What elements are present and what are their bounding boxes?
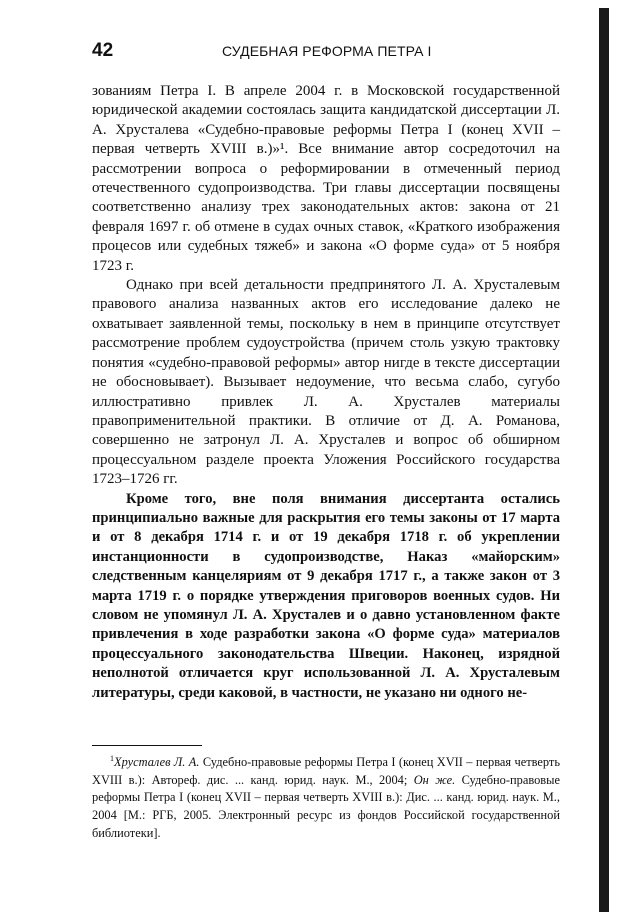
footnote-author-1: Хрусталев Л. А. (114, 755, 200, 770)
page-header (92, 30, 562, 60)
footnote-marker: 1 (110, 754, 114, 763)
paragraph-2: Однако при всей детальности предпринятого Л. А. Хрусталевым правового анализа названных актов его исследование далеко не охватывает заявленной темы, поскольку в нем в принципе отсутствует рассмотрение проблем судоустройства (причем столь узкую трактовку понятия «судебно-правовой реформы» автор нигде в тексте диссертации не обосновывает). Вызывает недоумение, что весьма слабо, сугубо иллюстративно привлек Л. А. Хрусталев материалы правоприменительной практики. В отличие от Д. А. Романова, совершенно не затронул Л. А. Хрусталев и вопрос об обширном процессуальном разделе проекта Уложения Российского государства 1723–1726 гг. (92, 277, 560, 488)
paragraph-3: Кроме того, вне поля внимания диссертанта остались принципиально важные для раскрытия его темы законы от 17 марта и от 8 декабря 1714 г. и от 19 декабря 1718 г. об укреплении инстанционности в судопроизводстве, Наказ «майорским» следственным канцеляриям от 9 декабря 1717 г., а также закон от 3 марта 1719 г. о порядке утверждения приговоров военных судов. Ни словом не упомянул Л. А. Хрусталев и о давно установленном факте привлечения в ходе разработки закона «О форме суда» материалов процессуального законодательства Швеции. Наконец, изрядной неполнотой отличается круг использованной Л. А. Хрусталевым литературы, среди каковой, в частности, не указано ни одного не- (92, 490, 560, 701)
footnote-entry (92, 750, 560, 842)
running-title: СУДЕБНАЯ РЕФОРМА ПЕТРА I (222, 43, 432, 59)
footnote (92, 750, 560, 842)
footnote-divider (92, 745, 202, 746)
page-number: 42 (92, 40, 114, 61)
footnote-text-1: Судебно-правовые реформы Петра I (конец XVII – первая четверть XVIII в.): Автореф. дис. ... канд. юрид. наук. М., 2004; (92, 755, 560, 787)
body-text (92, 82, 560, 703)
page-edge-shadow (599, 8, 609, 912)
paragraph-1: зованиям Петра I. В апреле 2004 г. в Московской государственной юридической академии состоялась защита кандидатской диссертации Л. А. Хрусталева «Судебно-правовые реформы Петра I (конец XVII – первая четверть XVIII в.)»¹. Все внимание автор сосредоточил на рассмотрении вопроса о реформировании в отмеченный период отечественного судопроизводства. Три главы диссертации посвящены соответственно анализу трех законодательных актов: закона от 21 февраля 1697 г. об отмене в судах очных ставок, «Краткого изображения процесов или судебных тяжеб» и закона «О форме суда» от 5 ноября 1723 г. (92, 83, 560, 274)
footnote-text-2: Судебно-правовые реформы Петра I (конец XVII – первая четверть XVIII в.): Дис. ... канд. юрид. наук. М., 2004 [М.: РГБ, 2005. Электронный ресурс из фондов Российской государственной библиотеки]. (92, 772, 560, 840)
footnote-author-2: Он же. (413, 772, 456, 787)
